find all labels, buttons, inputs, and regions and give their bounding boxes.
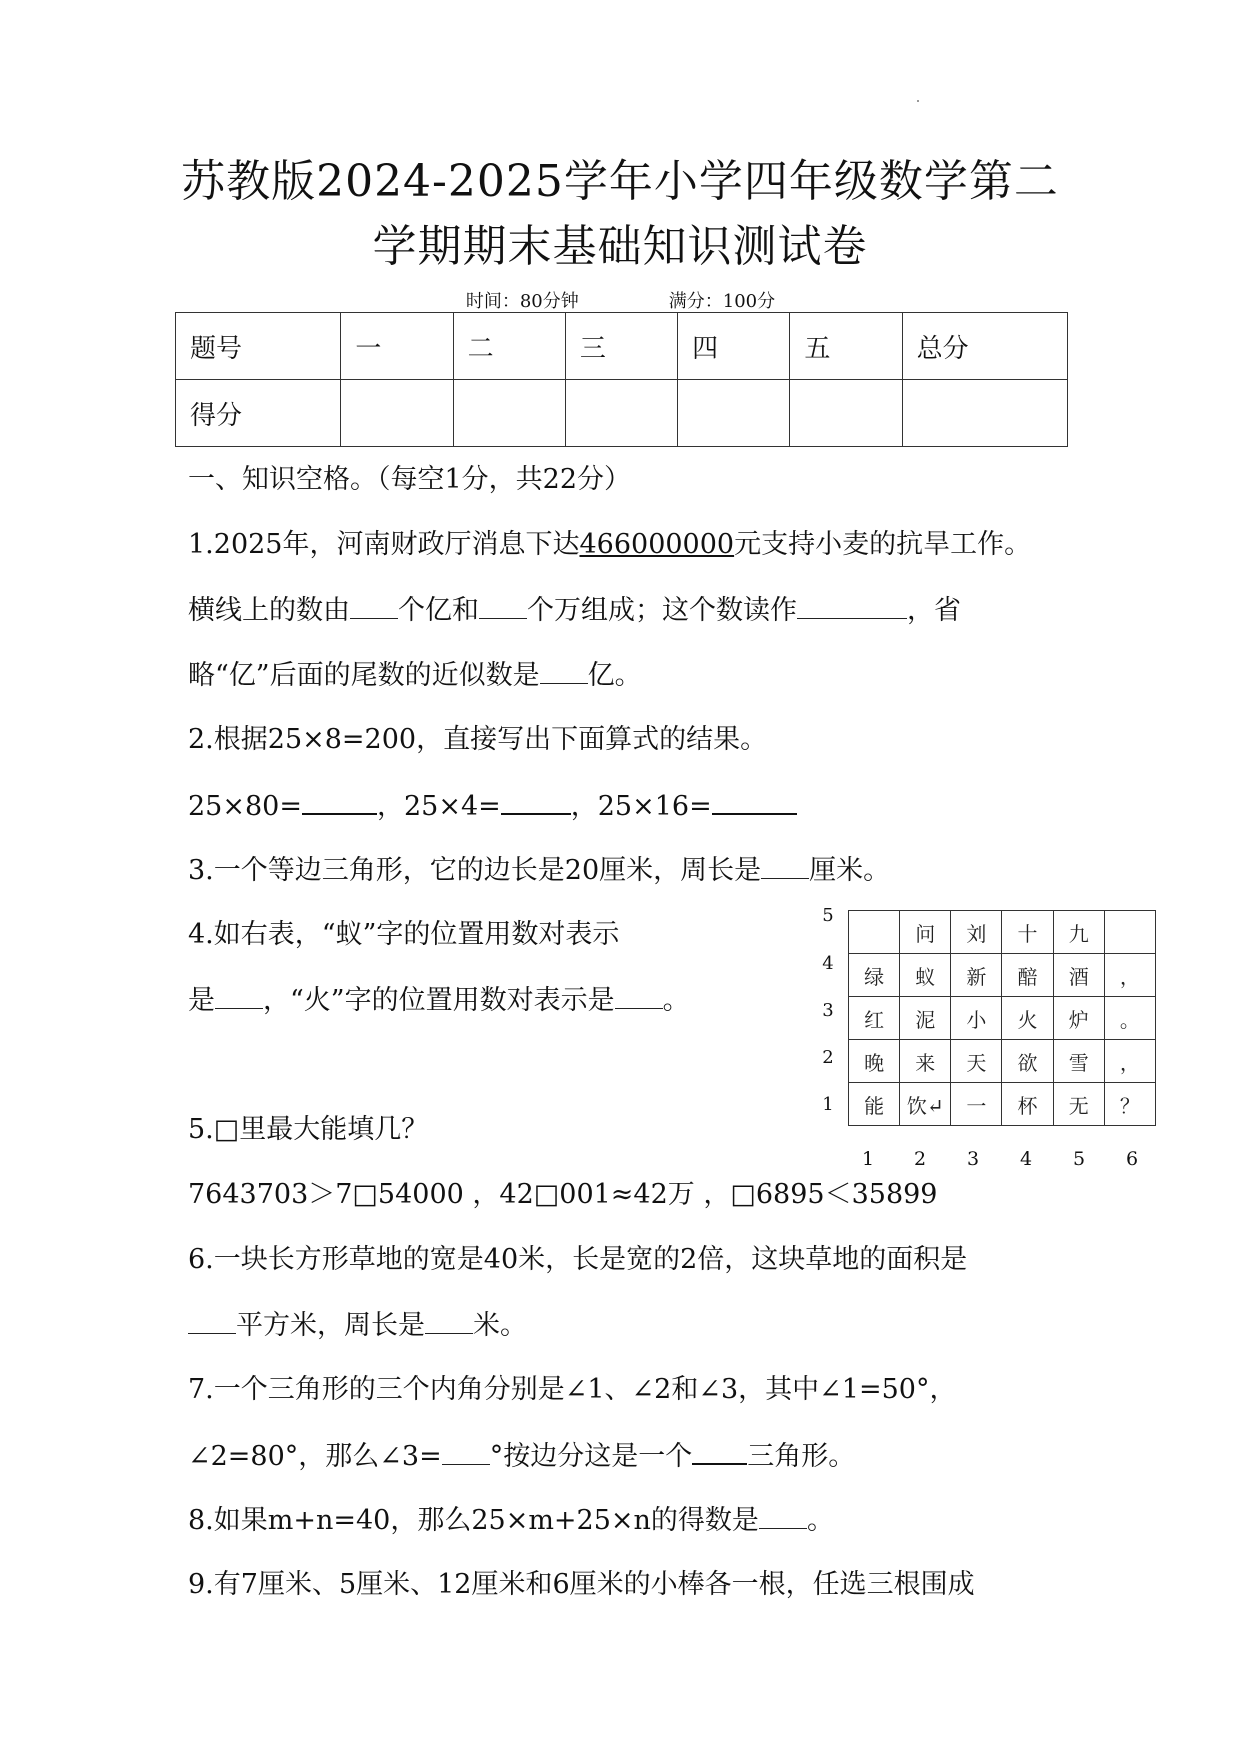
y-label: 4 bbox=[822, 953, 834, 974]
grid-cell: 。 bbox=[1104, 997, 1155, 1040]
grid-cell: 雪 bbox=[1053, 1040, 1104, 1083]
q8-line: 8.如果m+n=40，那么25×m+25×n的得数是 。 bbox=[188, 1502, 834, 1539]
header-cell: 总分 bbox=[902, 313, 1067, 380]
grid-cell: 无 bbox=[1053, 1083, 1104, 1126]
q4-line-2: 是 ，“火”字的位置用数对表示是 。 bbox=[188, 982, 690, 1019]
q1-line-1: 1.2025年，河南财政厅消息下达466000000元支持小麦的抗旱工作。 bbox=[188, 529, 1032, 560]
grid-cell: 九 bbox=[1053, 911, 1104, 954]
score-cell[interactable] bbox=[453, 380, 565, 447]
q5-line-1: 5.□里最大能填几？ bbox=[188, 1114, 429, 1145]
time-label: 时间：80分钟 bbox=[465, 291, 579, 312]
q3-line: 3.一个等边三角形，它的边长是20厘米，周长是 厘米。 bbox=[188, 852, 890, 889]
score-cell[interactable] bbox=[678, 380, 790, 447]
answer-blank[interactable] bbox=[615, 982, 663, 1009]
q7-line-1: 7.一个三角形的三个内角分别是∠1、∠2和∠3，其中∠1=50°， bbox=[188, 1374, 957, 1405]
header-cell: 题号 bbox=[176, 313, 341, 380]
grid-cell: 蚁 bbox=[900, 954, 951, 997]
answer-blank[interactable] bbox=[442, 1438, 490, 1465]
score-cell[interactable] bbox=[565, 380, 677, 447]
q5-line-2: 7643703＞7□54000 ，42□001≈42万 ，□6895＜35899 bbox=[188, 1179, 938, 1210]
header-cell: 五 bbox=[790, 313, 902, 380]
x-label: 4 bbox=[1019, 1148, 1033, 1170]
grid-row bbox=[849, 997, 1156, 1040]
x-label: 6 bbox=[1125, 1148, 1139, 1170]
y-label: 3 bbox=[822, 1000, 834, 1021]
section-1-heading: 一、知识空格。（每空1分，共22分） bbox=[188, 464, 632, 495]
underlined-number: 466000000 bbox=[579, 529, 735, 560]
header-cell: 一 bbox=[341, 313, 453, 380]
q7-line-2: ∠2=80°，那么∠3= °按边分这是一个 三角形。 bbox=[188, 1437, 855, 1475]
grid-cell: ？ bbox=[1104, 1083, 1155, 1126]
q2-line-2: 25×80= ，25×4= ，25×16= bbox=[188, 787, 797, 825]
answer-blank[interactable] bbox=[479, 592, 527, 619]
x-label: 2 bbox=[913, 1148, 927, 1170]
q4-line-1: 4.如右表，“蚁”字的位置用数对表示 bbox=[188, 919, 620, 950]
answer-blank[interactable] bbox=[302, 787, 377, 815]
title-line-2: 学期期末基础知识测试卷 bbox=[372, 221, 868, 272]
grid-cell: 晚 bbox=[849, 1040, 900, 1083]
grid-cell: 来 bbox=[900, 1040, 951, 1083]
grid-cell: ， bbox=[1104, 1040, 1155, 1083]
grid-cell: 杯 bbox=[1002, 1083, 1053, 1126]
answer-blank[interactable] bbox=[188, 1307, 236, 1334]
q9-line: 9.有7厘米、5厘米、12厘米和6厘米的小棒各一根，任选三根围成 bbox=[188, 1569, 975, 1600]
grid-cell: 绿 bbox=[849, 954, 900, 997]
q1-line-3: 略“亿”后面的尾数的近似数是 亿。 bbox=[188, 657, 642, 694]
grid-cell: ， bbox=[1104, 954, 1155, 997]
grid-row bbox=[849, 1040, 1156, 1083]
grid-cell bbox=[849, 911, 900, 954]
header-cell: 二 bbox=[453, 313, 565, 380]
answer-blank[interactable] bbox=[215, 982, 263, 1009]
answer-blank[interactable] bbox=[761, 852, 809, 879]
grid-row bbox=[849, 1083, 1156, 1126]
grid-row bbox=[849, 911, 1156, 954]
grid-cell: 能 bbox=[849, 1083, 900, 1126]
grid-cell: 小 bbox=[951, 997, 1002, 1040]
grid-cell: 欲 bbox=[1002, 1040, 1053, 1083]
grid-cell: 酒 bbox=[1053, 954, 1104, 997]
header-cell: 三 bbox=[565, 313, 677, 380]
answer-blank[interactable] bbox=[797, 592, 907, 619]
answer-blank[interactable] bbox=[425, 1307, 473, 1334]
grid-cell: 泥 bbox=[900, 997, 951, 1040]
answer-blank[interactable] bbox=[501, 787, 571, 815]
answer-blank[interactable] bbox=[540, 657, 588, 684]
grid-row bbox=[849, 954, 1156, 997]
y-label: 5 bbox=[822, 905, 834, 926]
score-table-header bbox=[176, 313, 1068, 380]
title-line-1: 苏教版2024-2025学年小学四年级数学第二 bbox=[181, 156, 1059, 207]
grid-cell: 一 bbox=[951, 1083, 1002, 1126]
score-cell[interactable] bbox=[902, 380, 1067, 447]
grid-cell: 天 bbox=[951, 1040, 1002, 1083]
grid-cell: 刘 bbox=[951, 911, 1002, 954]
q2-line-1: 2.根据25×8=200，直接写出下面算式的结果。 bbox=[188, 724, 768, 755]
score-table-row bbox=[176, 380, 1068, 447]
q6-line-2: 平方米，周长是 米。 bbox=[188, 1307, 527, 1344]
x-label: 1 bbox=[861, 1148, 875, 1170]
exam-info bbox=[0, 287, 1241, 313]
grid-cell: 新 bbox=[951, 954, 1002, 997]
x-label: 5 bbox=[1072, 1148, 1086, 1170]
full-score-label: 满分：100分 bbox=[668, 291, 776, 312]
row-label: 得分 bbox=[176, 380, 341, 447]
score-table bbox=[175, 312, 1068, 447]
poem-grid bbox=[848, 910, 1156, 1120]
grid-cell: 炉 bbox=[1053, 997, 1104, 1040]
grid-cell bbox=[1104, 911, 1155, 954]
grid-cell: 十 bbox=[1002, 911, 1053, 954]
speck bbox=[917, 100, 919, 102]
x-label: 3 bbox=[966, 1148, 980, 1170]
y-label: 2 bbox=[822, 1047, 834, 1068]
q6-line-1: 6.一块长方形草地的宽是40米，长是宽的2倍，这块草地的面积是 bbox=[188, 1244, 968, 1275]
answer-blank[interactable] bbox=[692, 1437, 747, 1465]
y-label: 1 bbox=[822, 1094, 834, 1115]
grid-cell: 饮↵ bbox=[900, 1083, 951, 1126]
grid-cell: 醅 bbox=[1002, 954, 1053, 997]
score-cell[interactable] bbox=[341, 380, 453, 447]
header-cell: 四 bbox=[678, 313, 790, 380]
grid-cell: 问 bbox=[900, 911, 951, 954]
grid-cell: 红 bbox=[849, 997, 900, 1040]
answer-blank[interactable] bbox=[712, 787, 797, 815]
grid-cell: 火 bbox=[1002, 997, 1053, 1040]
score-cell[interactable] bbox=[790, 380, 902, 447]
q1-line-2: 横线上的数由 个亿和 个万组成；这个数读作 ，省 bbox=[188, 592, 961, 629]
answer-blank[interactable] bbox=[350, 592, 398, 619]
answer-blank[interactable] bbox=[759, 1502, 807, 1529]
